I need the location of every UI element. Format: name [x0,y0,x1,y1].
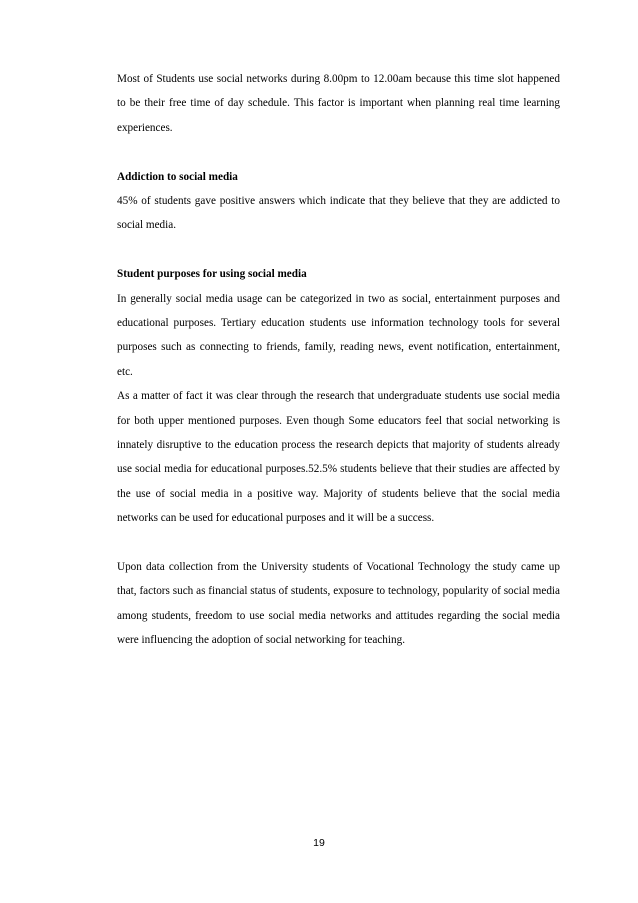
addiction-heading: Addiction to social media [117,170,238,183]
page-number: 19 [313,837,325,849]
paragraph-spacer [117,531,560,555]
addiction-paragraph: 45% of students gave positive answers which indicate that they believe that they are addicted to social media. [117,195,560,232]
intro-paragraph: Most of Students use social networks during 8.00pm to 12.00am because this time slot happened to be their free time of day schedule. This factor is important when planning real time learning experiences. [117,73,560,134]
purposes-paragraph-1: In generally social media usage can be categorized in two as social, entertainment purposes and educational purposes. Tertiary education students use information technology tools for several purposes such as connecting to friends, family, reading news, event notification, entertainment, etc. [117,292,560,378]
paragraph-spacer [117,238,560,262]
paragraph-spacer [117,140,560,164]
purposes-heading: Student purposes for using social media [117,268,307,281]
document-page [117,67,560,653]
purposes-paragraph-2: As a matter of fact it was clear through the research that undergraduate students use social media for both upper mentioned purposes. Even though Some educators feel that social networking is innately disruptive to the education process the research depicts that majority of students already use social media for educational purposes.52.5% students believe that their studies are affected by the use of social media in a positive way. Majority of students believe that the social media networks can be used for educational purposes and it will be a success. [117,390,560,525]
conclusion-paragraph: Upon data collection from the University students of Vocational Technology the study came up that, factors such as financial status of students, exposure to technology, popularity of social media among students, freedom to use social media networks and attitudes regarding the social media were influencing the adoption of social networking for teaching. [117,561,560,647]
